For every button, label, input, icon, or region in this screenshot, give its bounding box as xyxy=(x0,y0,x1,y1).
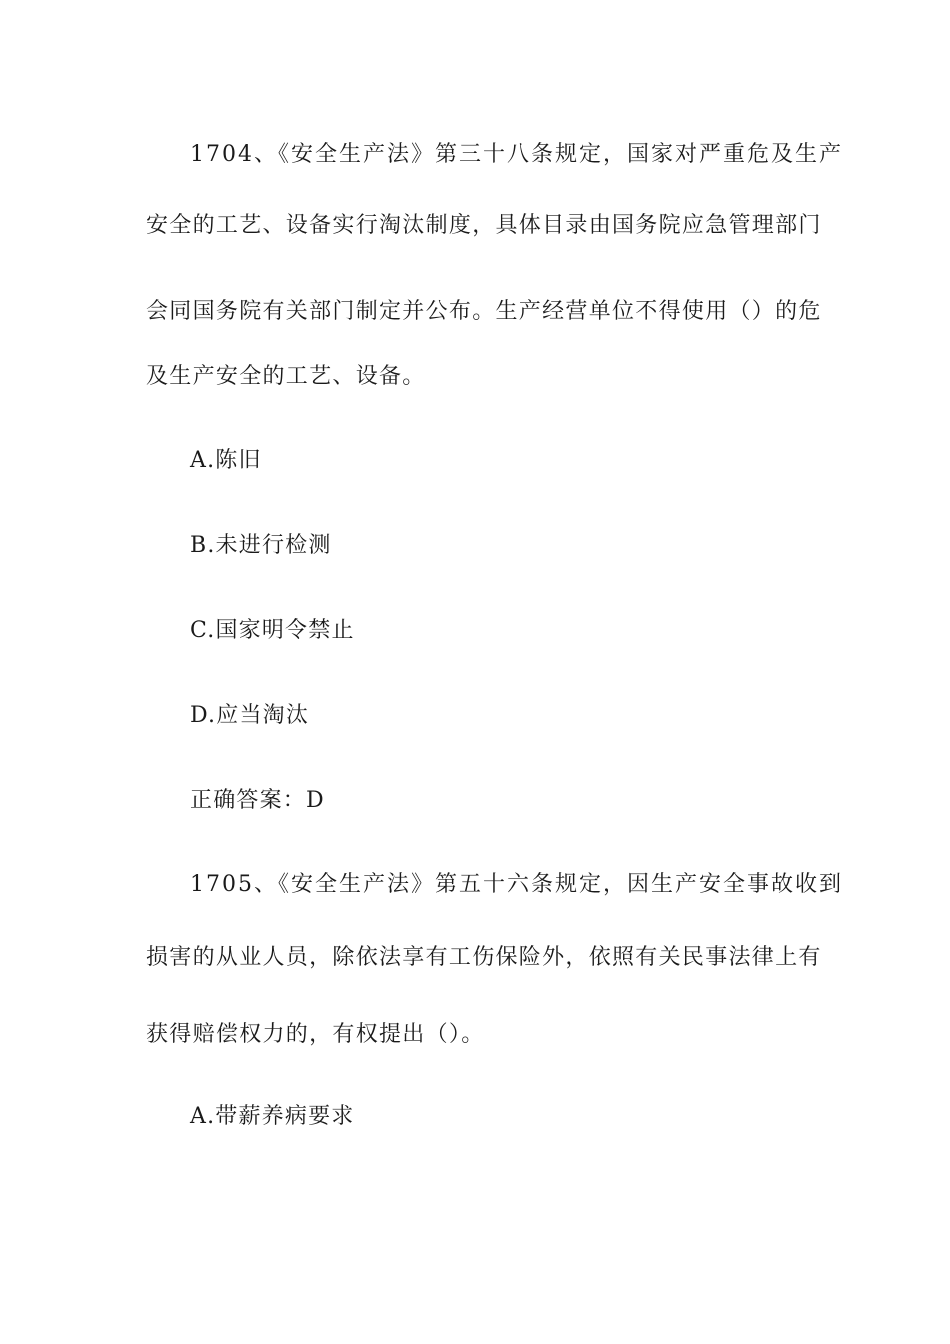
question-1704-line-4: 及生产安全的工艺、设备。 xyxy=(146,364,426,389)
question-1704-answer: 正确答案：D xyxy=(190,788,325,813)
question-1704-option-c: C.国家明令禁止 xyxy=(190,618,355,643)
question-1704-line-2: 安全的工艺、设备实行淘汰制度，具体目录由国务院应急管理部门 xyxy=(146,213,822,238)
question-1705-line-3: 获得赔偿权力的，有权提出（）。 xyxy=(146,1022,485,1047)
question-1705-line-1: 1705、《安全生产法》第五十六条规定，因生产安全事故收到 xyxy=(190,872,843,897)
question-1705-line-2: 损害的从业人员，除依法享有工伤保险外，依照有关民事法律上有 xyxy=(146,945,822,970)
question-1704-line-3: 会同国务院有关部门制定并公布。生产经营单位不得使用（）的危 xyxy=(146,299,822,324)
question-1704-line-1: 1704、《安全生产法》第三十八条规定，国家对严重危及生产 xyxy=(190,142,843,167)
question-1704-option-d: D.应当淘汰 xyxy=(190,703,310,728)
question-1704-option-b: B.未进行检测 xyxy=(190,533,332,558)
question-1705-option-a: A.带薪养病要求 xyxy=(190,1104,355,1129)
question-1704-option-a: A.陈旧 xyxy=(190,448,262,473)
